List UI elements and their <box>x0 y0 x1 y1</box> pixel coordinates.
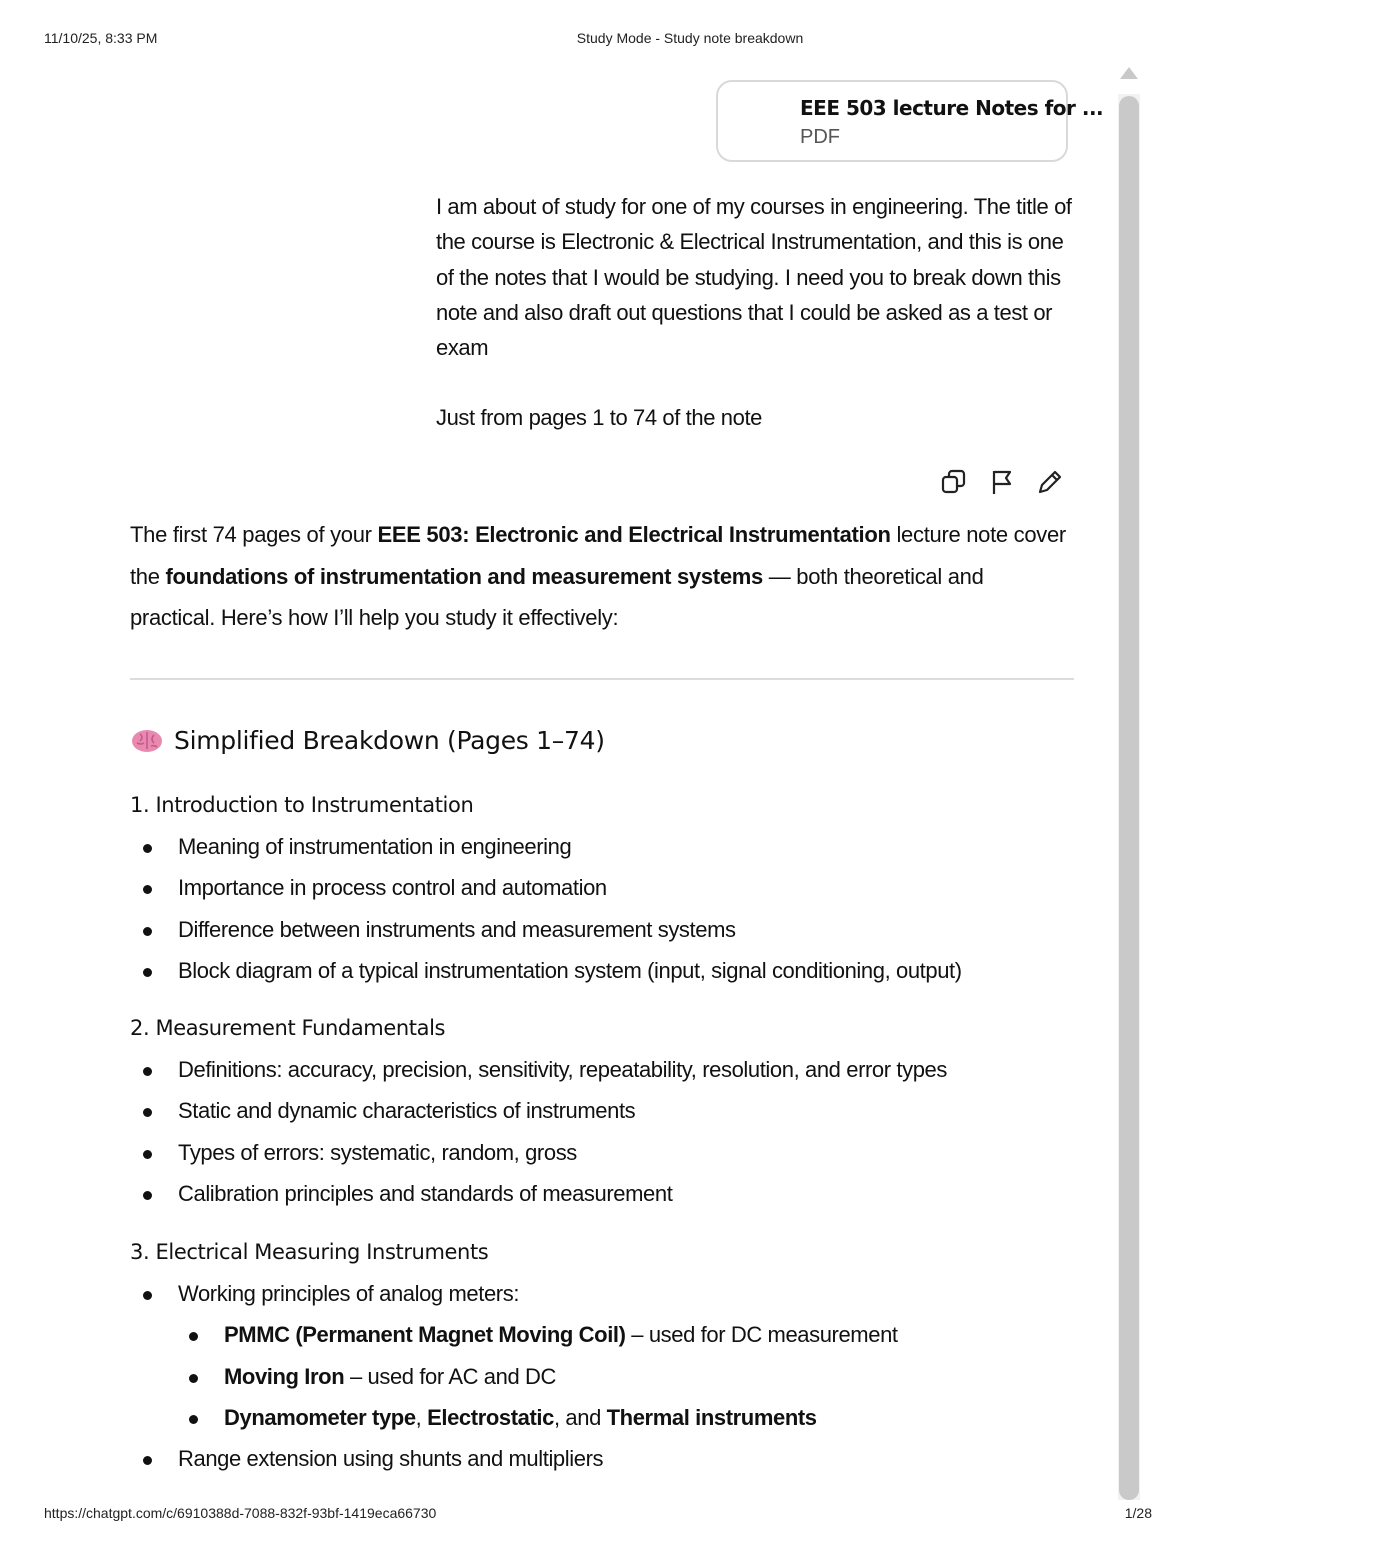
print-datetime: 11/10/25, 8:33 PM <box>44 30 158 46</box>
sub-list-item: PMMC (Permanent Magnet Moving Coil) – used for DC measurement <box>130 1314 1074 1355</box>
list-item: Range extension using shunts and multipliers <box>130 1438 1074 1479</box>
list-item: Difference between instruments and measurement systems <box>130 909 1074 950</box>
scrollbar-thumb[interactable] <box>1119 96 1139 1500</box>
subsection-title: 1. Introduction to Instrumentation <box>130 793 474 817</box>
subsection-introduction <box>130 788 1074 991</box>
subsection-title: 3. Electrical Measuring Instruments <box>130 1240 489 1264</box>
list-item: Static and dynamic characteristics of instruments <box>130 1090 1074 1131</box>
user-message <box>436 189 1076 436</box>
subsection-electrical-measuring-instruments <box>130 1235 1074 1479</box>
subsection-title: 2. Measurement Fundamentals <box>130 1016 446 1040</box>
subsection-measurement-fundamentals <box>130 1011 1074 1214</box>
sub-list-item: Dynamometer type, Electrostatic, and Thermal instruments <box>130 1397 1074 1438</box>
print-url: https://chatgpt.com/c/6910388d-7088-832f-93bf-1419eca66730 <box>44 1505 437 1521</box>
message-actions <box>938 468 1068 498</box>
user-message-paragraph: Just from pages 1 to 74 of the note <box>436 405 762 431</box>
sub-list-item: Moving Iron – used for AC and DC <box>130 1356 1074 1397</box>
list-item: Types of errors: systematic, random, gross <box>130 1132 1074 1173</box>
flag-icon[interactable] <box>988 468 1016 496</box>
scroll-up-arrow-icon[interactable] <box>1120 67 1138 79</box>
attachment-filename: EEE 503 lecture Notes for ... <box>800 96 1104 120</box>
list-item: Meaning of instrumentation in engineering <box>130 826 1074 867</box>
pdf-file-icon <box>742 102 778 142</box>
print-page-number: 1/28 <box>1124 1505 1152 1521</box>
assistant-intro: The first 74 pages of your EEE 503: Electronic and Electrical Instrumentation lecture note cover the foundations of instrumentation and measurement systems — both theoretical and practical. Here’s how I’ll help you study it effectively: <box>130 522 1066 630</box>
section-heading-text: Simplified Breakdown (Pages 1–74) <box>174 726 605 755</box>
print-title: Study Mode - Study note breakdown <box>576 30 804 46</box>
assistant-message <box>130 514 1074 1472</box>
list-item: Importance in process control and automation <box>130 867 1074 908</box>
print-footer <box>0 1505 1200 1525</box>
edit-icon[interactable] <box>1036 468 1064 496</box>
attachment-type: PDF <box>800 126 840 148</box>
print-header <box>0 30 1200 50</box>
section-heading <box>130 726 605 755</box>
divider <box>130 678 1074 680</box>
list-item: Block diagram of a typical instrumentation system (input, signal conditioning, output) <box>130 950 1074 991</box>
list-item: Working principles of analog meters: <box>130 1273 1074 1314</box>
user-message-paragraph: I am about of study for one of my courses in engineering. The title of the course is Electronic & Electrical Instrumentation, and this is one of the notes that I would be studying. I need you to break down this note and also draft out questions that I could be asked as a test or exam <box>436 194 1072 361</box>
copy-icon[interactable] <box>940 468 968 496</box>
list-item: Definitions: accuracy, precision, sensitivity, repeatability, resolution, and error types <box>130 1049 1074 1090</box>
list-item: Calibration principles and standards of measurement <box>130 1173 1074 1214</box>
file-attachment-card[interactable] <box>716 80 1104 162</box>
brain-icon <box>130 727 164 755</box>
